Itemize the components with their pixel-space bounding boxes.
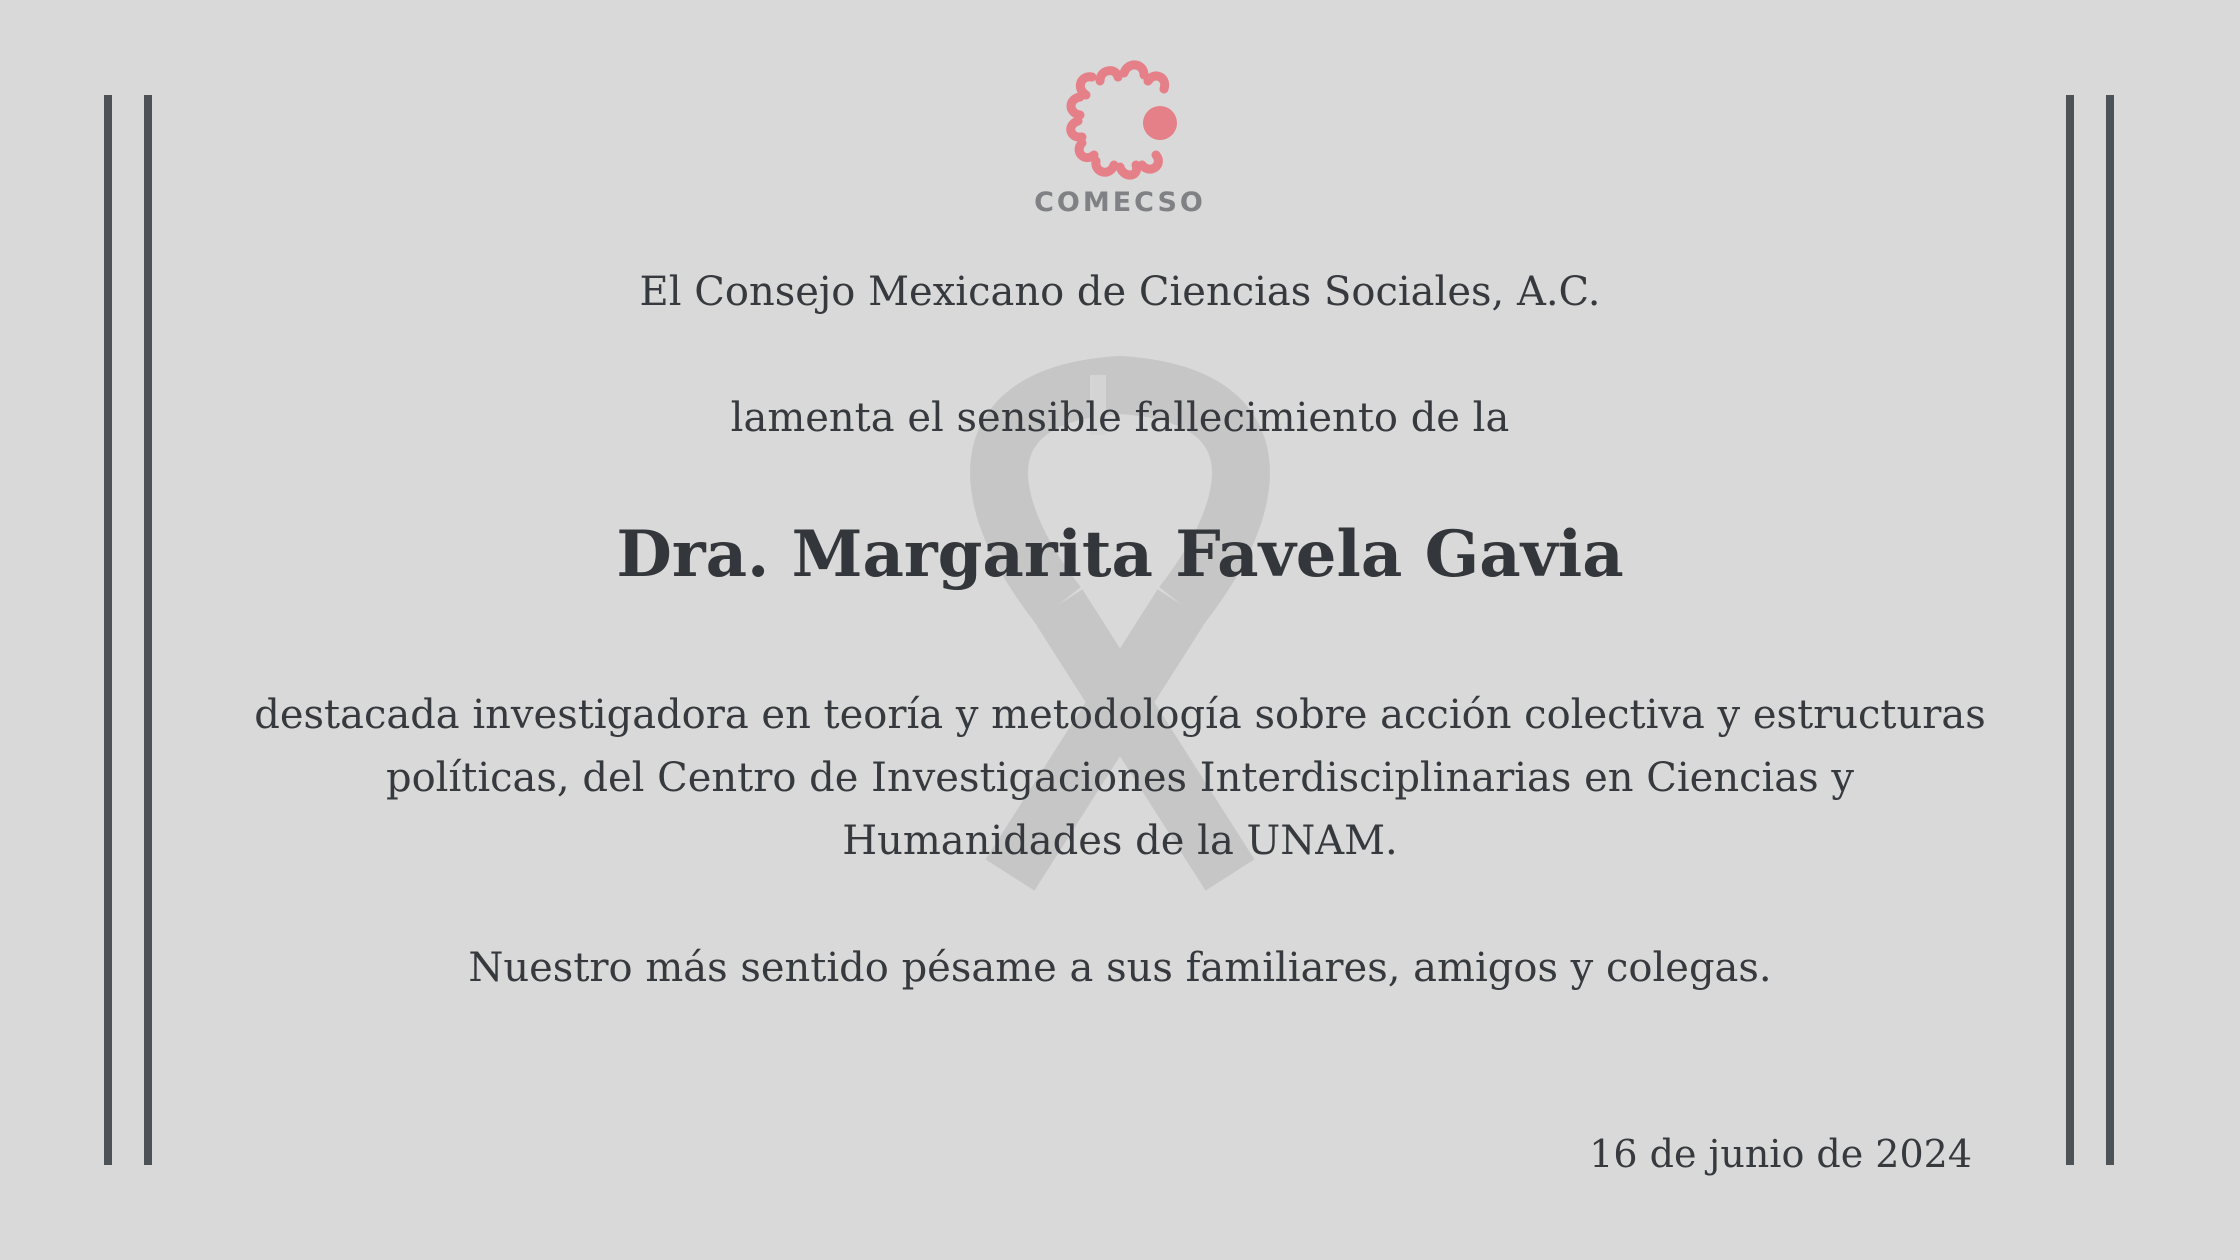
lament-line: lamenta el sensible fallecimiento de la bbox=[730, 395, 1510, 441]
logo-wordmark: COMECSO bbox=[1034, 187, 1206, 218]
frame-bar-left-outer bbox=[104, 95, 112, 1165]
frame-bar-right-inner bbox=[2066, 95, 2074, 1165]
frame-bar-left-inner bbox=[144, 95, 152, 1165]
comecso-logo bbox=[1030, 55, 1210, 230]
deceased-name: Dra. Margarita Favela Gavia bbox=[616, 517, 1624, 592]
frame-bar-right-outer bbox=[2106, 95, 2114, 1165]
biography-paragraph: destacada investigadora en teoría y metodología sobre acción colectiva y estructuras políticas, del Centro de Investigaciones Interdisciplinarias en Ciencias y Humanidades de la UNAM. bbox=[254, 692, 1986, 864]
announcement-date: 16 de junio de 2024 bbox=[1589, 1132, 1972, 1176]
comecso-logo-icon bbox=[1050, 55, 1190, 185]
organization-line: El Consejo Mexicano de Ciencias Sociales, A.C. bbox=[639, 269, 1601, 315]
condolence-line: Nuestro más sentido pésame a sus familiares, amigos y colegas. bbox=[468, 945, 1772, 991]
